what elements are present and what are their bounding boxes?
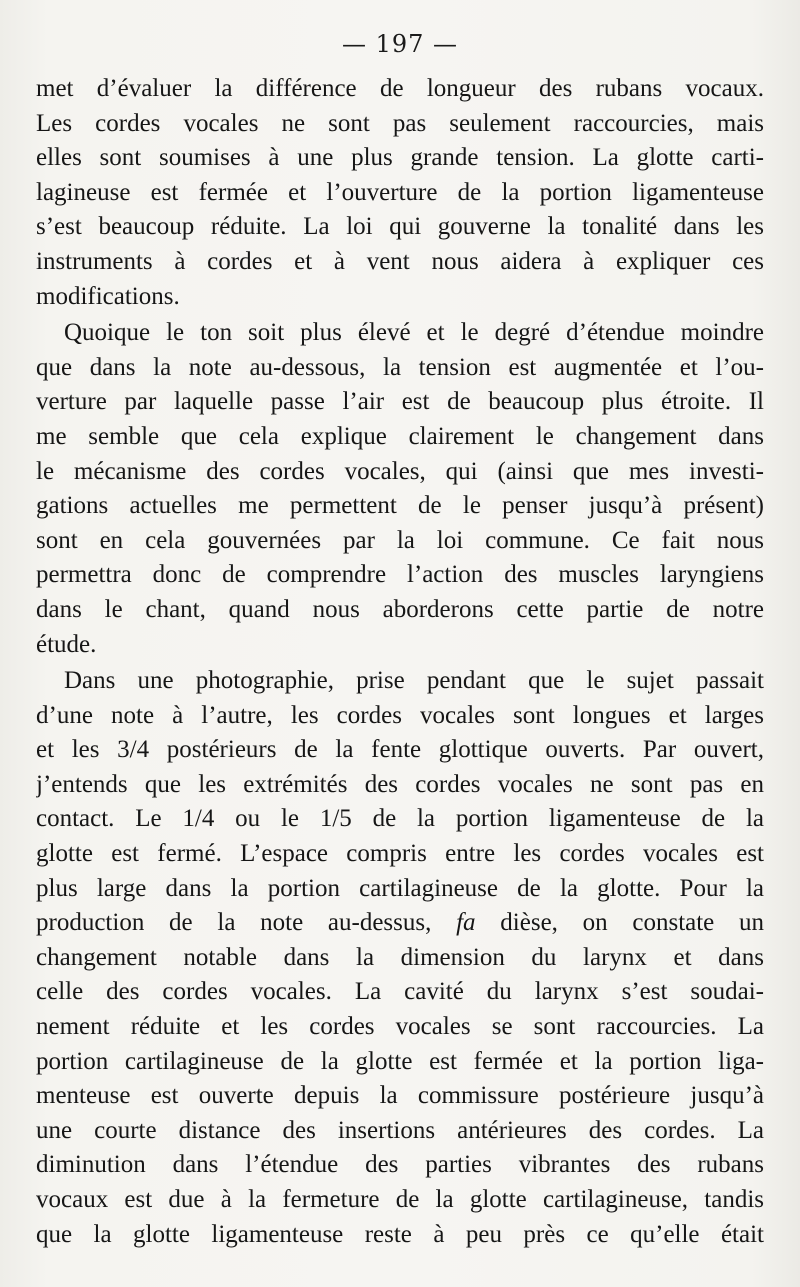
text-line: permettra donc de comprendre l’action des muscles laryngiens xyxy=(36,561,764,589)
text-line: d’une note à l’autre, les cordes vocales sont longues et larges xyxy=(36,701,764,729)
text-line-with-italic xyxy=(36,906,764,941)
text-line: contact. Le 1/4 ou le 1/5 de la portion ligamenteuse de la xyxy=(36,805,764,833)
italic-note-name: fa xyxy=(456,909,476,937)
body-text xyxy=(36,72,764,1252)
text-segment: production de la note au-dessus, xyxy=(36,909,432,937)
text-line: que la glotte ligamenteuse reste à peu près ce qu’elle était xyxy=(36,1220,764,1248)
page-number: — 197 — xyxy=(341,30,459,58)
text-line: dans le chant, quand nous aborderons cette partie de notre xyxy=(36,595,764,623)
text-line: elles sont soumises à une plus grande tension. La glotte carti- xyxy=(36,144,764,172)
text-line: une courte distance des insertions antérieures des cordes. La xyxy=(36,1116,764,1144)
text-line: et les 3/4 postérieurs de la fente glottique ouverts. Par ouvert, xyxy=(36,736,764,764)
text-line: nement réduite et les cordes vocales se sont raccourcies. La xyxy=(36,1013,764,1041)
paragraph-start-line: Dans une photographie, prise pendant que le sujet passait xyxy=(64,667,764,695)
text-line: j’entends que les extrémités des cordes vocales ne sont pas en xyxy=(36,770,764,798)
text-line: lagineuse est fermée et l’ouverture de la portion ligamenteuse xyxy=(36,178,764,206)
text-line: Les cordes vocales ne sont pas seulement raccourcies, mais xyxy=(36,109,764,137)
text-line: verture par laquelle passe l’air est de beaucoup plus étroite. Il xyxy=(36,388,764,416)
text-line: sont en cela gouvernées par la loi commune. Ce fait nous xyxy=(36,526,764,554)
text-line: vocaux est due à la fermeture de la glotte cartilagineuse, tandis xyxy=(36,1186,764,1213)
text-line: gations actuelles me permettent de le penser jusqu’à présent) xyxy=(36,492,764,520)
paragraph-start-line: Quoique le ton soit plus élevé et le degré d’étendue moindre xyxy=(64,319,764,347)
text-line: glotte est fermé. L’espace compris entre les cordes vocales est xyxy=(36,840,764,868)
text-line: instruments à cordes et à vent nous aidera à expliquer ces xyxy=(36,247,764,275)
text-line: portion cartilagineuse de la glotte est fermée et la portion liga- xyxy=(36,1047,764,1075)
text-line: étude. xyxy=(36,630,97,658)
text-line: me semble que cela explique clairement le changement dans xyxy=(36,422,764,450)
text-line: met d’évaluer la différence de longueur des rubans vocaux. xyxy=(36,75,764,102)
text-segment: dièse, on constate un xyxy=(500,909,764,937)
text-line: s’est beaucoup réduite. La loi qui gouverne la tonalité dans les xyxy=(36,213,764,241)
text-line: menteuse est ouverte depuis la commissure postérieure jusqu’à xyxy=(36,1082,764,1110)
text-line: le mécanisme des cordes vocales, qui (ainsi que mes investi- xyxy=(36,457,764,485)
text-line: modifications. xyxy=(36,282,180,310)
text-line: diminution dans l’étendue des parties vibrantes des rubans xyxy=(36,1151,764,1179)
text-line: plus large dans la portion cartilagineuse de la glotte. Pour la xyxy=(36,874,764,902)
text-line: que dans la note au-dessous, la tension est augmentée et l’ou- xyxy=(36,353,764,381)
text-line: celle des cordes vocales. La cavité du larynx s’est soudai- xyxy=(36,978,764,1006)
text-line: changement notable dans la dimension du larynx et dans xyxy=(36,943,764,971)
